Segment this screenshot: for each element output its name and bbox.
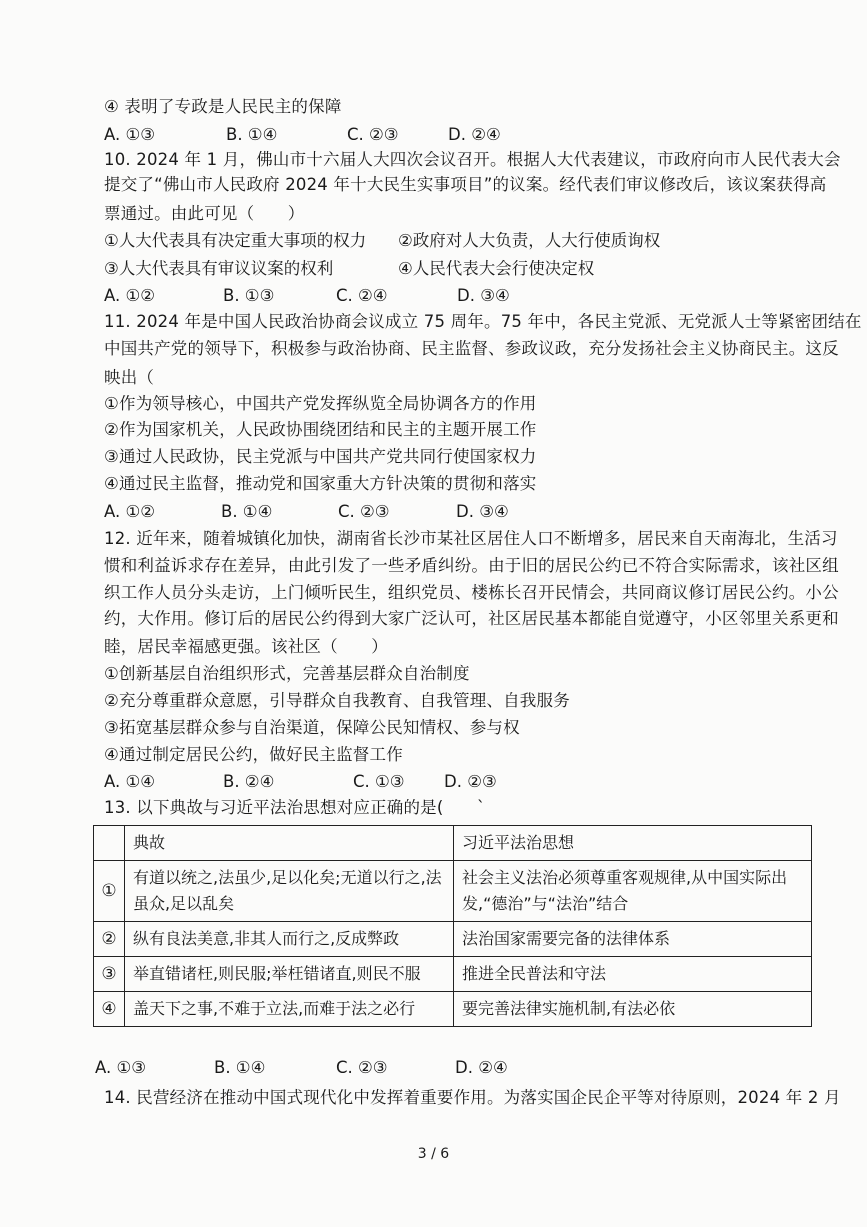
q10-option-3: ③人大代表具有审议议案的权利 [104, 259, 334, 278]
q12-stem-line: 睦，居民幸福感更强。该社区（ ） [104, 637, 388, 656]
answer-c: C. ②④ [336, 286, 388, 305]
table-cell: 举直错诸枉,则民服;举枉错诸直,则民不服 [125, 957, 454, 992]
q12-stem-line: 织工作人员分头走访，上门倾听民生，组织党员、楼栋长召开民情会，共同商议修订居民公约。小公 [104, 583, 839, 602]
q12-option-4: ④通过制定居民公约，做好民主监督工作 [104, 745, 403, 764]
answer-c: C. ②③ [347, 125, 399, 144]
answer-c: C. ②③ [338, 502, 390, 521]
table-cell: 要完善法律实施机制,有法必依 [454, 992, 812, 1027]
table-header-cell: 习近平法治思想 [454, 826, 812, 861]
q10-option-2: ②政府对人大负责，人大行使质询权 [398, 231, 661, 250]
answer-d: D. ②④ [448, 125, 501, 144]
table-cell: ③ [94, 957, 125, 992]
q12-stem-line: 惯和利益诉求存在差异，由此引发了一些矛盾纠纷。由于旧的居民公约已不符合实际需求，该社区组 [104, 556, 839, 575]
q10-stem-line: 票通过。由此可见（ ） [104, 204, 305, 223]
table-cell: 推进全民普法和守法 [454, 957, 812, 992]
table-cell: 法治国家需要完备的法律体系 [454, 922, 812, 957]
table-row [94, 957, 812, 992]
table-row [94, 861, 812, 922]
q11-option-4: ④通过民主监督，推动党和国家重大方针决策的贯彻和落实 [104, 474, 537, 493]
q11-option-1: ①作为领导核心，中国共产党发挥纵览全局协调各方的作用 [104, 394, 537, 413]
answer-d: D. ②④ [455, 1058, 508, 1077]
table-header-cell: 典故 [125, 826, 454, 861]
q10-option-4: ④人民代表大会行使决定权 [398, 259, 595, 278]
q10-options-row [104, 230, 824, 252]
answer-d: D. ③④ [456, 502, 509, 521]
answer-d: D. ③④ [457, 286, 510, 305]
q12-option-2: ②充分尊重群众意愿，引导群众自我教育、自我管理、自我服务 [104, 691, 570, 710]
q14-stem-line: 14. 民营经济在推动中国式现代化中发挥着重要作用。为落实国企民企平等对待原则，2024 年 2 月 [104, 1088, 841, 1107]
answer-b: B. ②④ [223, 772, 275, 791]
table-cell: ② [94, 922, 125, 957]
q11-option-2: ②作为国家机关，人民政协围绕团结和民主的主题开展工作 [104, 420, 537, 439]
answer-d: D. ②③ [444, 772, 497, 791]
q9-option-4: ④ 表明了专政是人民民主的保障 [104, 97, 342, 116]
answer-a: A. ①③ [95, 1058, 147, 1077]
q12-stem-line: 12. 近年来，随着城镇化加快，湖南省长沙市某社区居住人口不断增多，居民来自天南海北，生活习 [104, 529, 838, 548]
answer-b: B. ①④ [214, 1058, 266, 1077]
answer-b: B. ①③ [223, 286, 275, 305]
q12-option-1: ①创新基层自治组织形式，完善基层群众自治制度 [104, 664, 470, 683]
table-cell: 盖天下之事,不难于立法,而难于法之必行 [125, 992, 454, 1027]
table-row [94, 922, 812, 957]
page-number: 3 / 6 [417, 1146, 450, 1162]
table-cell: ④ [94, 992, 125, 1027]
q12-stem-line: 约，大作用。修订后的居民公约得到大家广泛认可，社区居民基本都能自觉遵守，小区邻里关系更和 [104, 609, 839, 628]
table-cell: ① [94, 861, 125, 922]
q11-stem-line: 中国共产党的领导下，积极参与政治协商、民主监督、参政议政，充分发扬社会主义协商民主。这反 [104, 339, 839, 358]
table-header-row [94, 826, 812, 861]
q10-stem-line: 提交了“佛山市人民政府 2024 年十大民生实事项目”的议案。经代表们审议修改后，该议案获得高 [104, 175, 827, 194]
answer-c: C. ②③ [336, 1058, 388, 1077]
table-cell: 有道以统之,法虽少,足以化矣;无道以行之,法虽众,足以乱矣 [125, 861, 454, 922]
answer-b: B. ①④ [226, 125, 278, 144]
table-header-cell [94, 826, 125, 861]
q10-stem-line: 10. 2024 年 1 月，佛山市十六届人大四次会议召开。根据人大代表建议，市政府向市人民代表大会 [104, 150, 841, 169]
q10-options-row [104, 258, 824, 280]
table-row [94, 992, 812, 1027]
answer-a: A. ①③ [104, 125, 156, 144]
answer-a: A. ①② [104, 502, 156, 521]
answer-b: B. ①④ [221, 502, 273, 521]
table-cell: 社会主义法治必须尊重客观规律,从中国实际出发,“德治”与“法治”结合 [454, 861, 812, 922]
answer-a: A. ①④ [104, 772, 156, 791]
q11-option-3: ③通过人民政协，民主党派与中国共产党共同行使国家权力 [104, 447, 537, 466]
table-cell: 纵有良法美意,非其人而行之,反成弊政 [125, 922, 454, 957]
law-table [93, 825, 812, 1027]
q11-stem-line: 映出（ [104, 368, 155, 387]
answer-c: C. ①③ [353, 772, 405, 791]
q11-stem-line: 11. 2024 年是中国人民政治协商会议成立 75 周年。75 年中，各民主党派、无党派人士等紧密团结在 [104, 312, 862, 331]
answer-a: A. ①② [104, 286, 156, 305]
q10-option-1: ①人大代表具有决定重大事项的权力 [104, 231, 367, 250]
q13-stem: 13. 以下典故与习近平法治思想对应正确的是( ` [104, 798, 486, 817]
q12-option-3: ③拓宽基层群众参与自治渠道，保障公民知情权、参与权 [104, 718, 520, 737]
